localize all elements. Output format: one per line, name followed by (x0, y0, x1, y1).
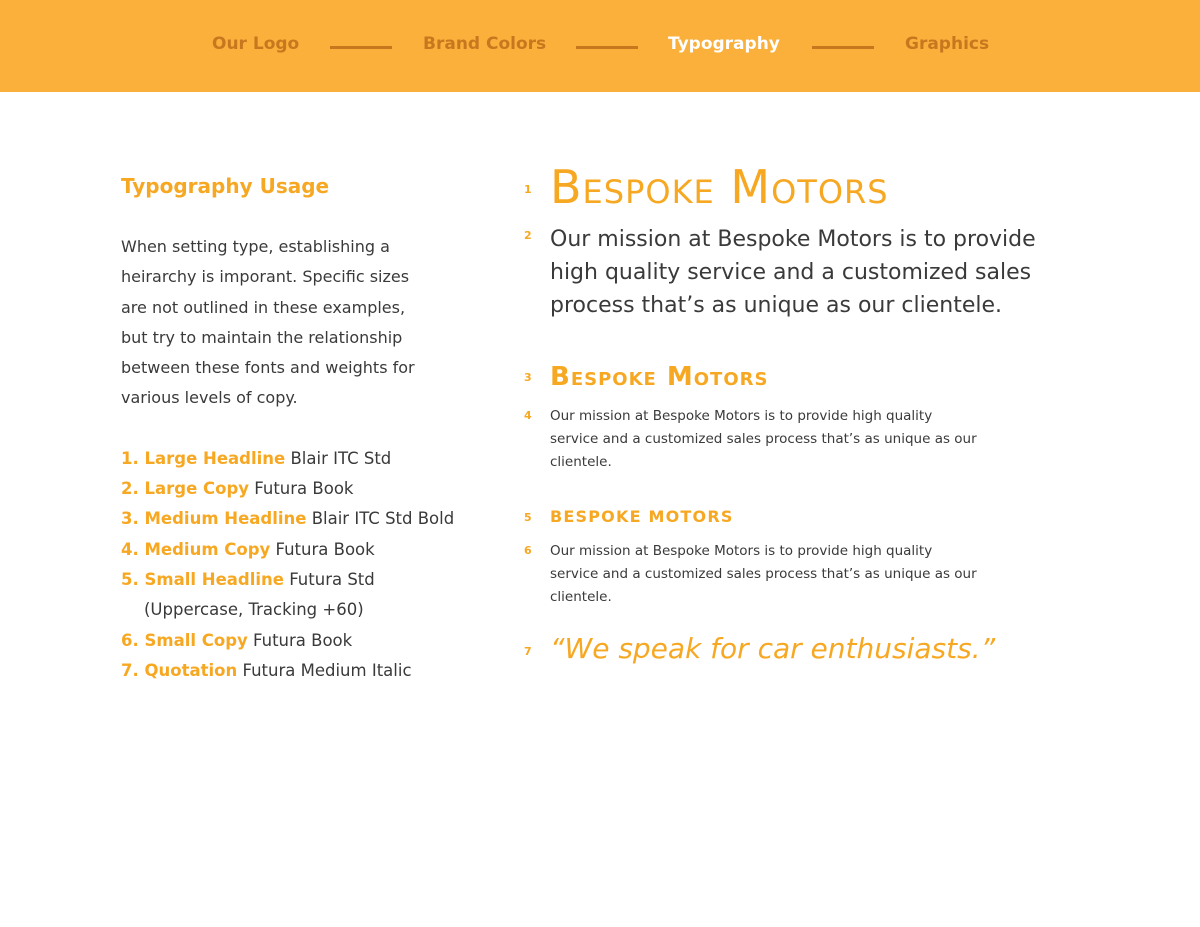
quotation-sample: “We speak for car enthusiasts.” (550, 632, 996, 665)
sample-number: 5 (524, 511, 532, 524)
font-list-item: 2. Large Copy Futura Book (121, 479, 354, 499)
sample-number: 6 (524, 544, 532, 557)
nav-graphics[interactable]: Graphics (905, 34, 990, 54)
font-list (121, 444, 481, 686)
nav-typography[interactable]: Typography (668, 34, 780, 54)
font-list-item: 7. Quotation Futura Medium Italic (121, 660, 412, 680)
nav-our-logo[interactable]: Our Logo (212, 34, 300, 54)
sample-number: 4 (524, 409, 532, 422)
font-list-item: 5. Small Headline Futura Std (Uppercase, Tracking +60) (121, 565, 481, 626)
top-navigation (0, 0, 1200, 92)
font-list-item: 1. Large Headline Blair ITC Std (121, 448, 392, 468)
small-copy-sample: Our mission at Bespoke Motors is to provide high quality service and a customized sales process that’s as unique as our clientele. (550, 543, 977, 605)
usage-title: Typography Usage (121, 174, 330, 198)
small-headline-sample: BESPOKE MOTORS (550, 507, 734, 526)
large-headline-sample: Bespoke Motors (550, 160, 889, 214)
nav-divider (576, 46, 638, 49)
font-list-item: 3. Medium Headline Blair ITC Std Bold (121, 509, 455, 529)
medium-copy-sample: Our mission at Bespoke Motors is to provide high quality service and a customized sales process that’s as unique as our clientele. (550, 408, 977, 470)
nav-divider (812, 46, 874, 49)
large-copy-sample: Our mission at Bespoke Motors is to provide high quality service and a customized sales process that’s as unique as our clientele. (550, 227, 1036, 318)
sample-number: 2 (524, 229, 532, 242)
usage-description: When setting type, establishing a heirarchy is imporant. Specific sizes are not outlined in these examples, but try to maintain the relationship between these fonts and weights for various levels of copy. (121, 237, 415, 408)
sample-number: 7 (524, 645, 532, 658)
sample-number: 3 (524, 371, 532, 384)
nav-divider (330, 46, 392, 49)
nav-brand-colors[interactable]: Brand Colors (423, 34, 547, 54)
medium-headline-sample: Bespoke Motors (550, 362, 769, 392)
font-list-item: 4. Medium Copy Futura Book (121, 539, 375, 559)
sample-number: 1 (524, 183, 532, 196)
font-list-note: (Uppercase, Tracking +60) (144, 600, 364, 620)
typography-usage-panel (121, 170, 481, 686)
font-list-item: 6. Small Copy Futura Book (121, 630, 353, 650)
